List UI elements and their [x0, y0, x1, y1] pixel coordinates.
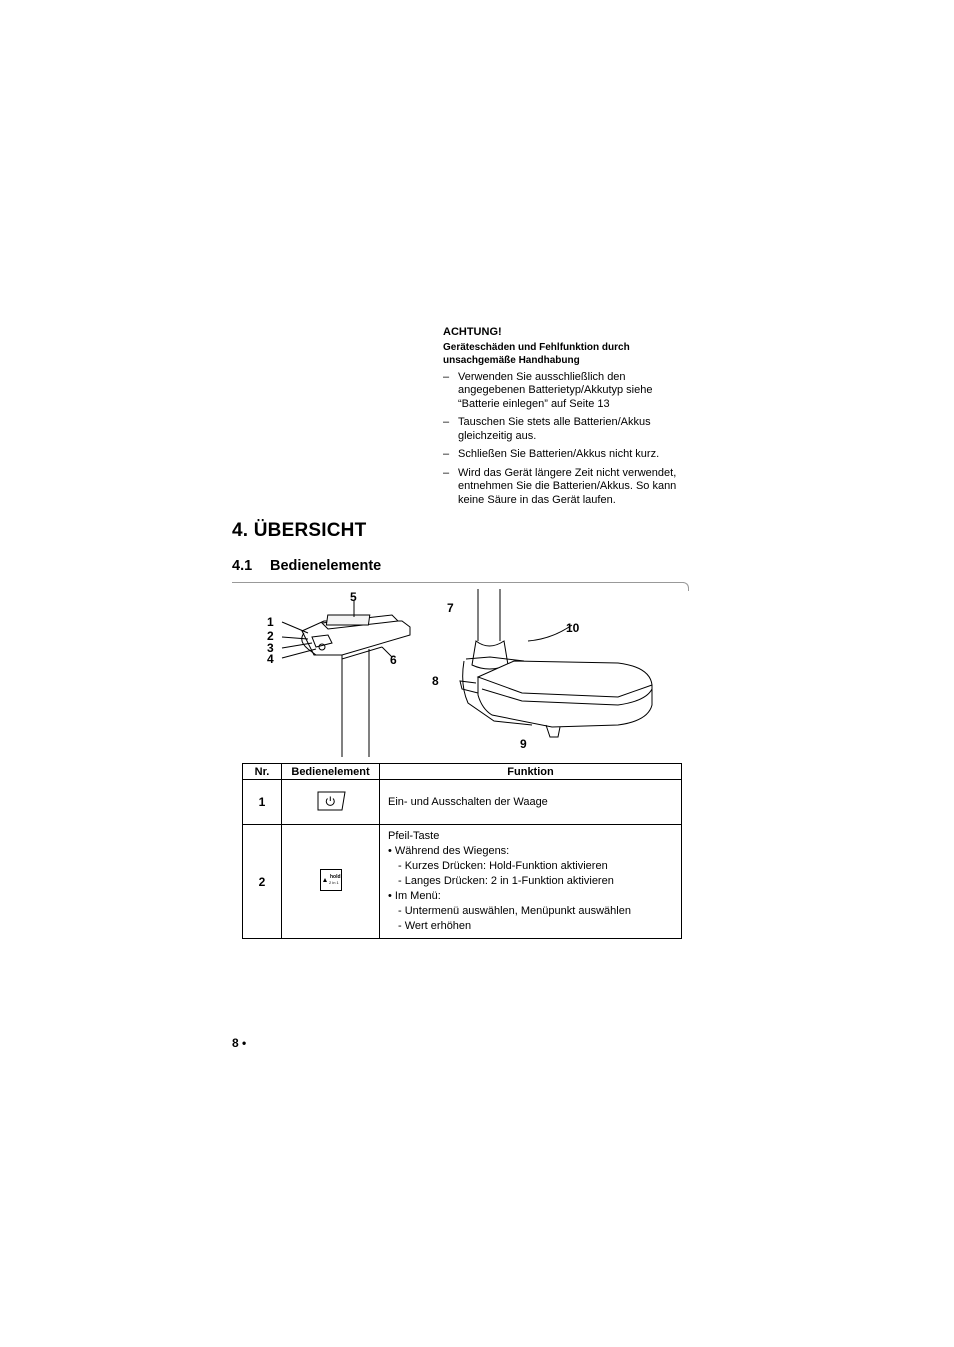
scale-illustration — [232, 585, 692, 763]
callout-10: 10 — [566, 621, 580, 635]
power-icon — [316, 791, 346, 811]
header-function: Funktion — [380, 764, 682, 780]
table-row — [243, 780, 682, 825]
row-nr: 2 — [243, 825, 282, 939]
section-divider — [232, 582, 684, 583]
row-function: Ein- und Ausschalten der Waage — [380, 780, 682, 825]
icon-label-2in1: 2 in 1 — [328, 880, 339, 885]
callout-2: 2 — [267, 629, 274, 643]
callout-8: 8 — [432, 674, 439, 688]
page-number: 8 • — [232, 1036, 247, 1050]
warning-list — [443, 371, 693, 508]
table-header-row — [243, 764, 682, 780]
warning-item — [443, 371, 693, 412]
warning-item-text: Verwenden Sie ausschließlich den angegebenen Batterietyp/Akkutyp siehe “Batterie einlegen” auf Seite 13 — [458, 370, 653, 410]
header-nr: Nr. — [243, 764, 282, 780]
section-number: 4. — [232, 520, 249, 541]
dash-bullet: – — [443, 448, 450, 460]
function-line: - Langes Drücken: 2 in 1-Funktion aktivieren — [398, 875, 614, 887]
function-line: • Im Menü: — [388, 890, 441, 902]
warning-subtitle-line: unsachgemäße Handhabung — [443, 354, 580, 366]
callout-9: 9 — [520, 737, 527, 751]
arrow-hold-2in1-icon — [320, 869, 342, 891]
dash-bullet: – — [443, 466, 450, 479]
section-title: ÜBERSICHT — [253, 520, 367, 541]
subsection-number: 4.1 — [232, 558, 253, 574]
dash-bullet: – — [443, 370, 450, 383]
warning-item-text: Schließen Sie Batterien/Akkus nicht kurz. — [458, 448, 660, 460]
callout-5: 5 — [350, 590, 357, 604]
subsection-heading — [232, 558, 381, 574]
header-element: Bedienelement — [282, 764, 380, 780]
warning-title: ACHTUNG! — [443, 326, 502, 338]
warning-item — [443, 416, 693, 443]
dash-bullet: – — [443, 416, 450, 428]
table-row — [243, 825, 682, 939]
callout-6: 6 — [390, 653, 397, 667]
controls-table — [242, 763, 682, 939]
subsection-title: Bedienelemente — [270, 558, 382, 574]
row-nr: 1 — [243, 780, 282, 825]
icon-label-hold: hold — [329, 874, 341, 880]
row-function — [380, 825, 682, 939]
function-line: Pfeil-Taste — [388, 830, 440, 842]
warning-subtitle — [443, 341, 693, 367]
callout-4: 4 — [267, 652, 274, 666]
scale-drawing — [232, 585, 692, 763]
function-line: - Kurzes Drücken: Hold-Funktion aktivieren — [398, 860, 608, 872]
row-element — [282, 825, 380, 939]
section-heading — [232, 520, 366, 542]
callout-1: 1 — [267, 615, 274, 629]
function-line: - Untermenü auswählen, Menüpunkt auswählen — [398, 905, 631, 917]
scale-base — [460, 589, 652, 737]
callout-3: 3 — [267, 641, 274, 655]
warning-item-text: Wird das Gerät längere Zeit nicht verwendet, entnehmen Sie die Batterien/Akkus. So kann keine Säure in das Gerät laufen. — [458, 466, 677, 506]
function-line: • Während des Wiegens: — [388, 845, 510, 857]
warning-box — [443, 326, 693, 512]
warning-item-text: Tauschen Sie stets alle Batterien/Akkus gleichzeitig aus. — [458, 416, 651, 442]
warning-item — [443, 448, 693, 462]
warning-subtitle-line: Geräteschäden und Fehlfunktion durch — [443, 341, 630, 353]
function-line: - Wert erhöhen — [398, 920, 472, 932]
row-element — [282, 780, 380, 825]
callout-7: 7 — [447, 601, 454, 615]
warning-item — [443, 467, 693, 508]
